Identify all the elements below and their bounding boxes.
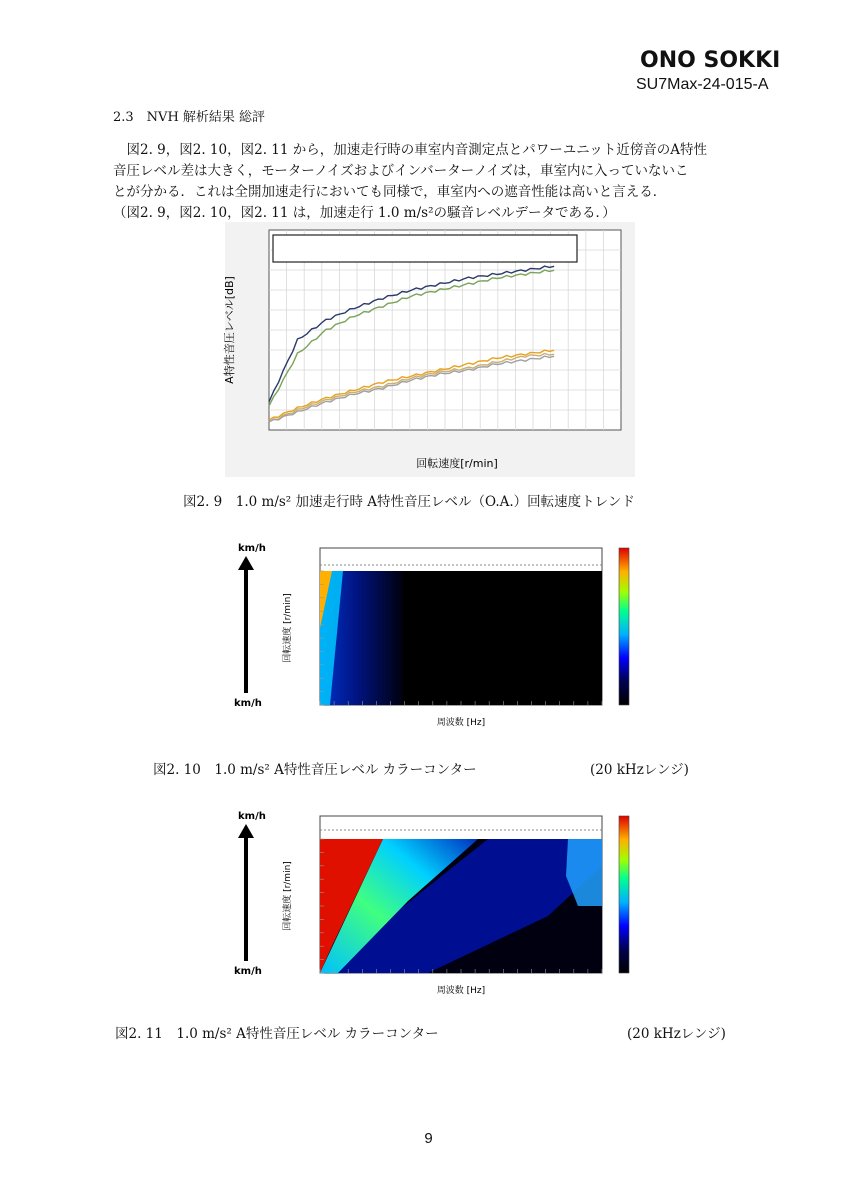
figure3-caption: 図2. 11 1.0 m/s² A特性音圧レベル カラーコンター	[115, 1026, 439, 1042]
logo-text: ONO SOKKI	[640, 48, 781, 73]
body-line: 音圧レベル差は大きく，モーターノイズおよびインバーターノイズは，車室内に入っていないこ	[113, 163, 689, 179]
figure1-caption: 図2. 9 1.0 m/s² 加速走行時 A特性音圧レベル（O.A.）回転速度トレンド	[183, 494, 635, 510]
figure1-ylabel: A特性音圧レベル[dB]	[223, 276, 236, 384]
figure2-arrow-head-icon	[238, 556, 254, 570]
figure2-ylabel: 回転速度 [r/min]	[283, 593, 293, 663]
figure3-contour	[228, 806, 638, 1001]
figure2-speed-bottom-label: km/h	[234, 698, 262, 709]
figure3-xlabel: 周波数 [Hz]	[436, 986, 486, 996]
figure3-arrow-head-icon	[238, 824, 254, 838]
figure2-speed-top-label: km/h	[238, 543, 266, 554]
figure3-caption-range: (20 kHzレンジ)	[627, 1026, 726, 1042]
body-line: （図2. 9，図2. 10，図2. 11 は，加速走行 1.0 m/s²の騒音レベルデータである．）	[113, 205, 616, 221]
figure1-title-box	[273, 235, 577, 262]
figure3-speed-bottom-label: km/h	[234, 966, 262, 977]
figure3-ylabel: 回転速度 [r/min]	[283, 861, 293, 931]
company-logo	[640, 48, 780, 73]
body-line: とが分かる．これは全開加速走行においても同様で，車室内への遮音性能は高いと言える．	[113, 184, 667, 200]
section-title: 2.3 NVH 解析結果 総評	[113, 110, 266, 125]
figure1-trend-chart	[225, 222, 635, 477]
page-number: 9	[424, 1130, 433, 1147]
figure2-caption: 図2. 10 1.0 m/s² A特性音圧レベル カラーコンター	[153, 762, 477, 778]
figure2-xlabel: 周波数 [Hz]	[436, 718, 486, 728]
body-line: 図2. 9，図2. 10，図2. 11 から，加速走行時の車室内音測定点とパワーユニット近傍音のA特性	[113, 142, 707, 158]
document-id: SU7Max-24-015-A	[636, 76, 769, 93]
figure3-colorbar	[619, 816, 629, 973]
figure2-caption-range: (20 kHzレンジ)	[590, 762, 689, 778]
body-paragraph	[113, 140, 773, 224]
figure2-contour	[228, 538, 638, 733]
figure1-xlabel: 回転速度[r/min]	[416, 457, 498, 470]
figure2-colorbar	[619, 548, 629, 705]
figure3-speed-top-label: km/h	[238, 811, 266, 822]
